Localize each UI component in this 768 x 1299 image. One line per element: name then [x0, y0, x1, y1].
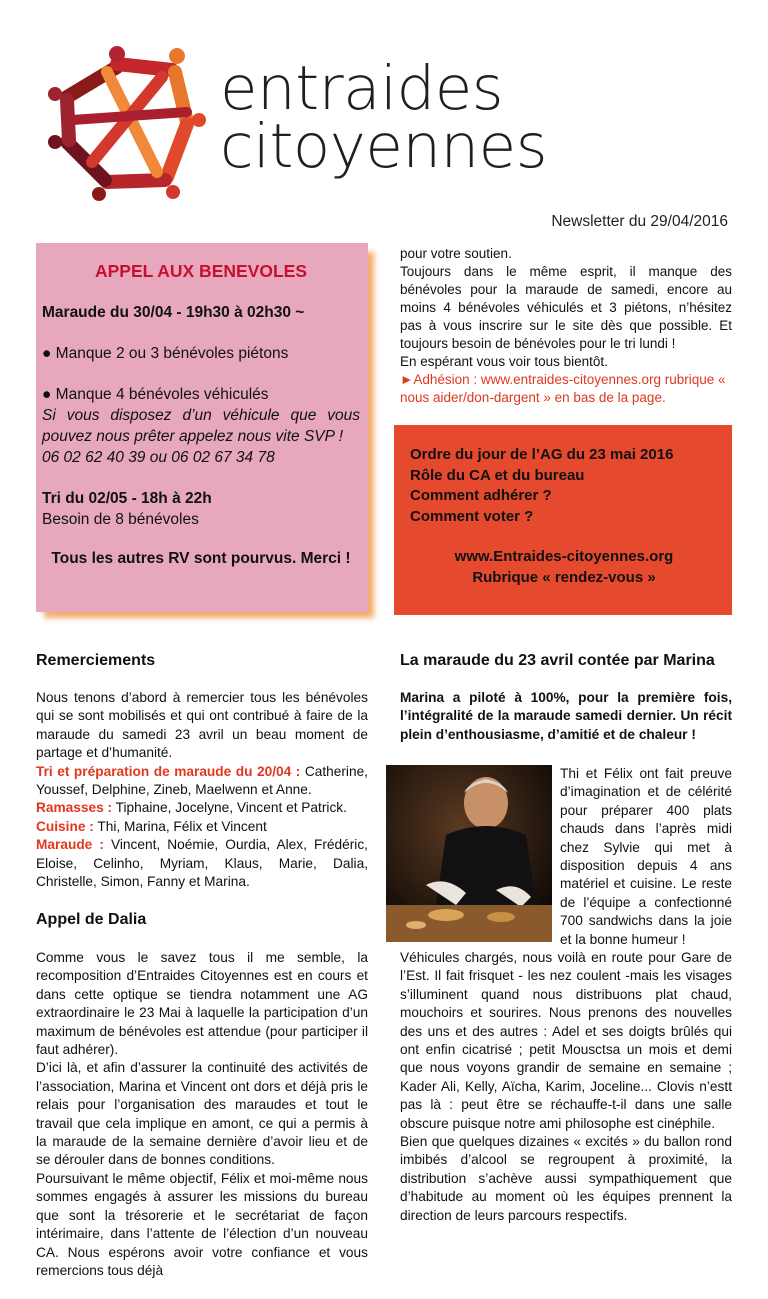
hope-line: En espérant vous voir tous bientôt.: [400, 354, 608, 369]
ramasses-names: Tiphaine, Jocelyne, Vincent et Patrick.: [112, 800, 347, 816]
cuisine-label: Cuisine :: [36, 818, 94, 834]
remerciements-heading: Remerciements: [36, 652, 156, 669]
marina-intro: Marina a piloté à 100%, pour la première fois, l’intégralité de la maraude samedi dernier. Un récit plein d’enthousiasme, d’amitié et de chaleur !: [400, 690, 732, 742]
thanks-line: pour votre soutien.: [400, 246, 512, 261]
volunteer-box-title: APPEL AUX BENEVOLES: [95, 261, 307, 281]
marina-p2: Véhicules chargés, nous voilà en route pour Gare de l’Est. Il fait frisquet - les nez coulent -mais les visages s’illuminent quand nous distribuons plat chaud, mouchoirs et sourires. Nous prenons des nouvelles des uns et des autres : Adel et ses doigts brûlés qui ont enfin cicatrisé ; petit Mousctsa un mois et demi que nous voyons grandir de semaine en semaine ; Kader Ali, Kelly, Aïcha, Karim, Joceline... Clovis n’estt pas là : peut être se réchauffe-t-il dans une salle obscure puisque notre ami philosophe est cinéphile.: [400, 950, 732, 1131]
tri-names: Catherine, Youssef, Delphine, Zineb, Maelwenn et Anne.: [36, 763, 368, 798]
volunteer-box: [36, 243, 368, 612]
agenda-line-1: Ordre du jour de l’AG du 23 mai 2016: [410, 446, 674, 463]
marina-heading: La maraude du 23 avril contée par Marina: [400, 652, 715, 669]
remerciements-cuisine: [36, 818, 368, 836]
tri-schedule: Tri du 02/05 - 18h à 22h: [42, 490, 212, 507]
need-drivers: ● Manque 4 bénévoles véhiculés: [42, 386, 269, 403]
brand-name: [220, 53, 547, 182]
remerciements-body: [36, 689, 368, 891]
newsletter-date: Newsletter du 29/04/2016: [551, 213, 728, 230]
tri-label: Tri et préparation de maraude du 20/04 :: [36, 763, 301, 779]
volunteer-closing: Tous les autres RV sont pourvus. Merci !: [51, 550, 351, 567]
brand-line-2: citoyennes: [220, 111, 547, 182]
maraude-names: Vincent, Noémie, Ourdia, Alex, Frédéric, Eloise, Celinho, Myriam, Klaus, Marie, Dalia, Christelle, Simon, Fanny et Marina.: [36, 837, 368, 890]
dalia-body: [36, 949, 368, 1280]
phone-numbers: 06 02 62 40 39 ou 06 02 67 34 78: [42, 449, 275, 466]
dalia-heading: Appel de Dalia: [36, 911, 147, 928]
logo-icon: [47, 42, 207, 202]
maraude-label: Maraude :: [36, 837, 104, 853]
vehicle-note: Si vous disposez d’un véhicule que vous pouvez nous prêter appelez nous vite SVP !: [42, 407, 360, 445]
remerciements-intro: Nous tenons d’abord à remercier tous les bénévoles qui se sont mobilisés et qui ont contribué à faire de la maraude du samedi 23 avril un beau moment de partage et d’humanité.: [36, 690, 368, 761]
brand-line-1: entraides: [220, 53, 504, 124]
need-walkers: ● Manque 2 ou 3 bénévoles piétons: [42, 345, 289, 362]
agenda-line-4: Comment voter ?: [410, 507, 534, 525]
cuisine-names: Thi, Marina, Félix et Vincent: [93, 818, 267, 834]
agenda-site-link[interactable]: www.Entraides-citoyennes.org: [454, 548, 674, 565]
ramasses-label: Ramasses :: [36, 800, 113, 816]
remerciements-tri: [36, 763, 368, 800]
dalia-p2: D’ici là, et afin d’assurer la continuité des activités de l’association, Marina et Vincent ont dors et déjà pris le relais pour l’organisation des maraudes et tout le travail que cela implique en amont, ce qui a permis à la maraude de la semaine dernière d’avoir lieu et de se dérouler dans de bonnes conditions.: [36, 1060, 368, 1168]
remerciements-maraude: [36, 836, 368, 891]
marina-p3: Bien que quelques dizaines « excités » du ballon rond imbibés d’alcool se regroupent à proximité, la distribution s’achève aussi sympathiquement que d’habitude au moment où les équipes prennent la direction de leurs parcours respectifs.: [400, 1134, 732, 1223]
marina-body: [400, 949, 732, 1225]
agenda-line-3: Comment adhérer ?: [410, 487, 552, 504]
cook-photo-image: [386, 765, 552, 942]
adhesion-link[interactable]: ►Adhésion : www.entraides-citoyennes.org rubrique « nous aider/don-dargent » en bas de la page.: [400, 372, 726, 405]
marina-beside-photo: Thi et Félix ont fait preuve d’imagination et de célérité pour préparer 400 plats chauds dans l’après midi chez Sylvie qui met à disposition depuis 4 ans matériel et cuisine. Le reste de l’équipe a confectionné 700 sandwichs dans la joie et la bonne humeur !: [560, 766, 732, 947]
logo: [47, 42, 207, 202]
dalia-p1: Comme vous le savez tous il me semble, la recomposition d’Entraides Citoyennes est en cours et dans cette optique se tiendra notamment une AG extraordinaire le 23 Mai à laquelle la participation d’un maximum de bénévoles est attendue (pour participer il faut adhérer).: [36, 950, 368, 1058]
agenda-box: [394, 425, 732, 615]
dalia-p3: Poursuivant le même objectif, Félix et moi-même nous sommes engagés à assurer les missions du bureau que sont la trésorerie et le secrétariat de façon intérimaire, dans l’attente de l’élection d’un nouveau CA. Nous espérons avoir votre confiance et vous remercions tous déjà: [36, 1170, 368, 1278]
maraude-schedule: Maraude du 30/04 - 19h30 à 02h30 ~: [42, 304, 305, 321]
tri-need: Besoin de 8 bénévoles: [42, 511, 199, 528]
remerciements-ramasses: [36, 799, 368, 817]
agenda-rubrique: Rubrique « rendez-vous »: [472, 568, 656, 586]
volunteer-reminder: Toujours dans le même esprit, il manque des bénévoles pour la maraude de samedi, encore au moins 4 bénévoles véhiculés et 3 piétons, n’hésitez pas à vous inscrire sur le site dès que possible. Et toujours besoin de bénévoles pour le tri lundi !: [400, 264, 732, 351]
maraude-photo: [386, 765, 552, 942]
agenda-line-2: Rôle du CA et du bureau: [410, 466, 585, 484]
right-top-text: [400, 245, 732, 407]
